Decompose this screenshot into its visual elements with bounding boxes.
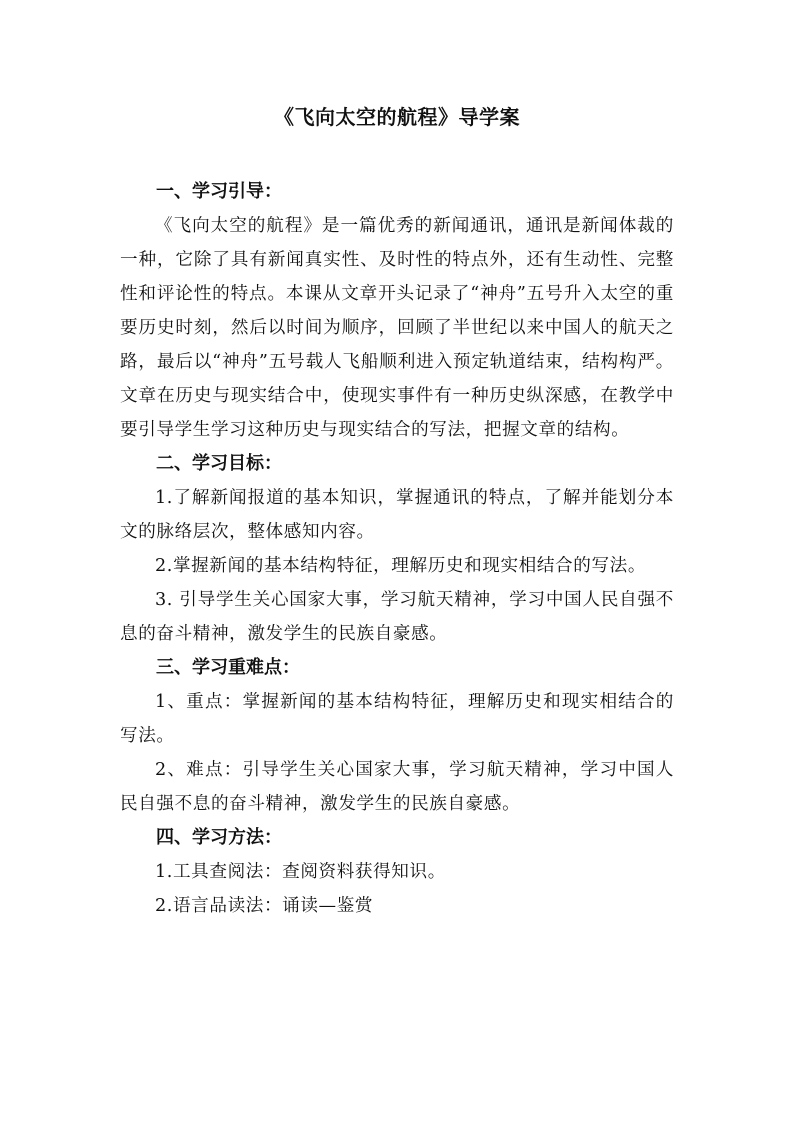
paragraph: 2.掌握新闻的基本结构特征，理解历史和现实相结合的写法。	[155, 556, 647, 576]
section-heading: 一、学习引导：	[156, 181, 282, 202]
section-heading: 四、学习方法：	[156, 827, 282, 848]
section-key-points	[120, 651, 674, 821]
section-methods	[120, 821, 674, 923]
paragraph: 2、难点：引导学生关心国家大事，学习航天精神，学习中国人民自强不息的奋斗精神，激发学生的民族自豪感。	[120, 760, 674, 814]
section-heading: 三、学习重难点：	[156, 657, 300, 678]
document-title: 《飞向太空的航程》导学案	[274, 105, 520, 129]
paragraph: 2.语言品读法：诵读—鉴赏	[155, 896, 374, 916]
paragraph: 《飞向太空的航程》是一篇优秀的新闻通讯，通讯是新闻体裁的一种，它除了具有新闻真实性、及时性的特点外，还有生动性、完整性和评论性的特点。本课从文章开头记录了“神舟”五号升入太空的重要历史时刻，然后以时间为顺序，回顾了半世纪以来中国人的航天之路，最后以“神舟”五号载人飞船顺利进入预定轨道结束，结构构严。文章在历史与现实结合中，使现实事件有一种历史纵深感，在教学中要引导学生学习这种历史与现实结合的写法，把握文章的结构。	[120, 216, 674, 440]
paragraph: 1、重点：掌握新闻的基本结构特征，理解历史和现实相结合的写法。	[120, 692, 674, 746]
section-objectives	[120, 447, 674, 651]
paragraph: 3. 引导学生关心国家大事，学习航天精神，学习中国人民自强不息的奋斗精神，激发学生的民族自豪感。	[120, 590, 674, 644]
paragraph: 1.了解新闻报道的基本知识，掌握通讯的特点，了解并能划分本文的脉络层次，整体感知内容。	[120, 488, 674, 542]
section-heading: 二、学习目标：	[156, 453, 282, 474]
section-guidance	[120, 175, 674, 447]
paragraph: 1.工具查阅法：查阅资料获得知识。	[155, 862, 446, 882]
